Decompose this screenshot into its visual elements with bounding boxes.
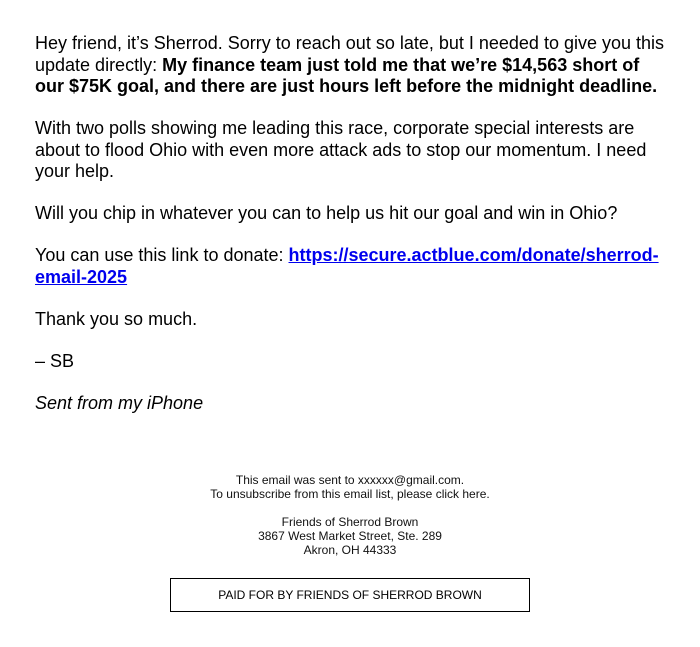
intro-paragraph [35, 33, 667, 98]
thanks-paragraph: Thank you so much. [35, 308, 198, 329]
address-line-1: 3867 West Market Street, Ste. 289 [258, 529, 442, 543]
donate-paragraph [35, 245, 667, 288]
address-line-2: Akron, OH 44333 [303, 543, 397, 557]
paid-for-disclaimer: PAID FOR BY FRIENDS OF SHERROD BROWN [170, 578, 530, 612]
org-name: Friends of Sherrod Brown [281, 515, 419, 529]
sent-to-text: This email was sent to xxxxxx@gmail.com. [235, 473, 465, 487]
email-body [35, 33, 667, 435]
donate-text: You can use this link to donate: [35, 245, 289, 265]
signature: – SB [35, 350, 75, 371]
donate-link[interactable]: https://secure.actblue.com/donate/sherrod-email-2025 [35, 245, 659, 287]
intro-bold-text: My finance team just told me that we’re $14,563 short of our $75K goal, and there are just hours left before the midnight deadline. [35, 54, 658, 96]
email-footer [0, 473, 700, 571]
recipient-info [0, 473, 700, 501]
unsubscribe-link[interactable]: To unsubscribe from this email list, please click here. [210, 487, 490, 501]
intro-text: Hey friend, it’s Sherrod. Sorry to reach out so late, but I needed to give you this update directly: [35, 33, 665, 75]
ask-paragraph: Will you chip in whatever you can to help us hit our goal and win in Ohio? [35, 203, 618, 223]
sent-from [35, 393, 667, 415]
sent-from-text: Sent from my iPhone [35, 392, 204, 413]
polls-paragraph: With two polls showing me leading this race, corporate special interests are about to flood Ohio with even more attack ads to stop our momentum. I need your help. [35, 118, 647, 181]
mailing-address [0, 515, 700, 557]
